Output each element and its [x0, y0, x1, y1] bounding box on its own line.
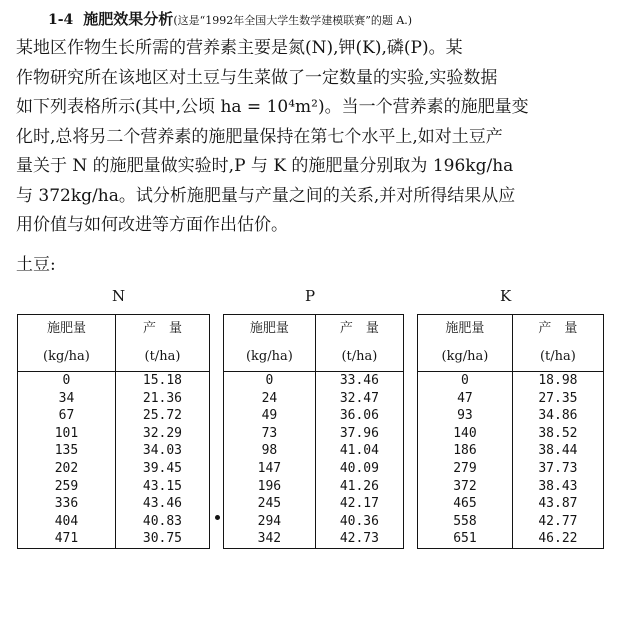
amount-header: 施肥量 (kg/ha): [418, 315, 513, 372]
table-title-p: P: [305, 287, 316, 305]
stray-dot-mark: [215, 515, 220, 520]
amount-header: 施肥量 (kg/ha): [18, 315, 116, 372]
table-row: 24 32.47: [224, 390, 404, 408]
problem-heading: [48, 8, 412, 29]
table-row: 47 27.35: [418, 390, 604, 408]
table-row: 0 18.98: [418, 372, 604, 390]
statement-line: 某地区作物生长所需的营养素主要是氮(N),钾(K),磷(P)。某: [16, 38, 463, 58]
table-row: 245 42.17: [224, 495, 404, 513]
table-row: 73 37.96: [224, 425, 404, 443]
table-row: 0 33.46: [224, 372, 404, 390]
problem-source-note: (这是“1992年全国大学生数学建模联赛”的题 A.): [173, 14, 413, 27]
statement-line: 量关于 N 的施肥量做实验时,P 与 K 的施肥量分别取为 196kg/ha: [16, 156, 514, 176]
table-row: 404 40.83: [18, 513, 210, 531]
table-row: 34 21.36: [18, 390, 210, 408]
table-row: 336 43.46: [18, 495, 210, 513]
table-row: 140 38.52: [418, 425, 604, 443]
problem-title: 施肥效果分析: [83, 10, 174, 28]
table-header-row: [18, 315, 210, 372]
table-header-row: [418, 315, 604, 372]
amount-header: 施肥量 (kg/ha): [224, 315, 316, 372]
statement-line: 与 372kg/ha。试分析施肥量与产量之间的关系,并对所得结果从应: [16, 185, 516, 206]
table-row: 342 42.73: [224, 530, 404, 548]
table-row: 372 38.43: [418, 478, 604, 496]
statement-line: 化时,总将另二个营养素的施肥量保持在第七个水平上,如对土豆产: [16, 126, 503, 147]
table-row: 279 37.73: [418, 460, 604, 478]
table-p: [223, 314, 404, 549]
table-row: 465 43.87: [418, 495, 604, 513]
statement-line: 如下列表格所示(其中,公顷 ha = 10⁴m²)。当一个营养素的施肥量变: [16, 97, 529, 117]
table-row: 186 38.44: [418, 442, 604, 460]
yield-header: 产 量 (t/ha): [512, 315, 603, 372]
crop-label: 土豆:: [16, 255, 56, 275]
table-row: 259 43.15: [18, 478, 210, 496]
statement-line: 作物研究所在该地区对土豆与生菜做了一定数量的实验,实验数据: [16, 67, 498, 88]
table-row: 67 25.72: [18, 407, 210, 425]
table-row: 101 32.29: [18, 425, 210, 443]
table-row: 651 46.22: [418, 530, 604, 548]
table-row: 49 36.06: [224, 407, 404, 425]
table-title-k: K: [500, 287, 512, 305]
table-row: 196 41.26: [224, 478, 404, 496]
table-row: 135 34.03: [18, 442, 210, 460]
table-row: 98 41.04: [224, 442, 404, 460]
yield-header: 产 量 (t/ha): [315, 315, 403, 372]
table-row: 93 34.86: [418, 407, 604, 425]
problem-statement: [16, 34, 622, 241]
table-row: 558 42.77: [418, 513, 604, 531]
table-row: 0 15.18: [18, 372, 210, 390]
statement-line: 用价值与如何改进等方面作出估价。: [16, 215, 288, 235]
problem-number: 1-4: [48, 12, 74, 28]
yield-header: 产 量 (t/ha): [115, 315, 209, 372]
table-header-row: [224, 315, 404, 372]
table-row: 202 39.45: [18, 460, 210, 478]
table-title-n: N: [112, 287, 126, 305]
table-row: 147 40.09: [224, 460, 404, 478]
table-n: [17, 314, 210, 549]
table-row: 294 40.36: [224, 513, 404, 531]
table-k: [417, 314, 604, 549]
table-row: 471 30.75: [18, 530, 210, 548]
